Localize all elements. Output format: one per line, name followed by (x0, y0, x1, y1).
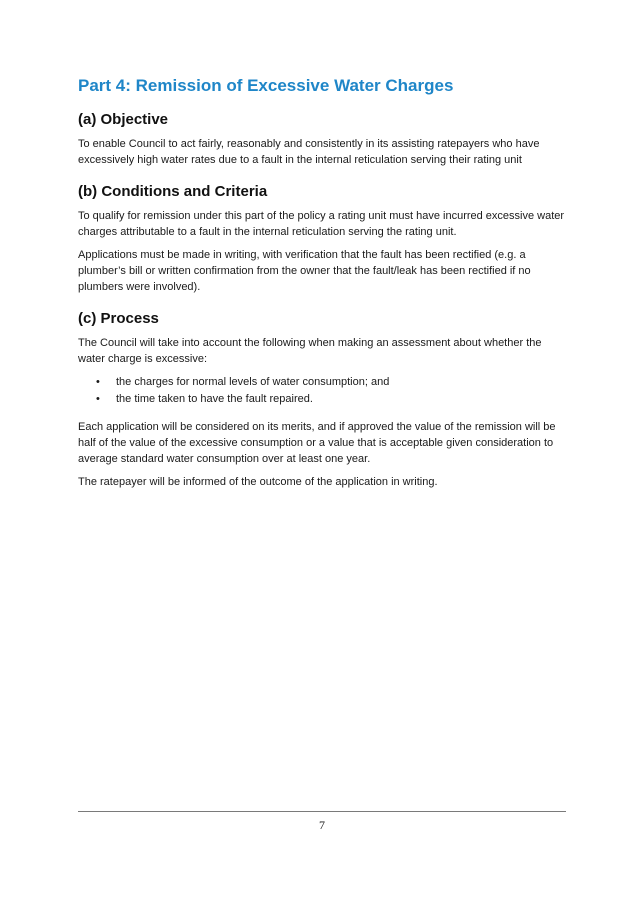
process-bullet-list (78, 374, 566, 407)
bullet-text: the charges for normal levels of water consumption; and (116, 376, 390, 388)
part-title: Part 4: Remission of Excessive Water Charges (78, 76, 454, 95)
document-page (78, 74, 566, 504)
conditions-paragraph-2: Applications must be made in writing, with verification that the fault has been rectified (e.g. a plumber’s bill or written confirmation from the owner that the fault/leak has been rectified if no plumbers were involved). (78, 249, 531, 293)
bullet-icon: • (96, 376, 100, 388)
process-paragraph-1: Each application will be considered on its merits, and if approved the value of the remission will be half of the value of the excessive consumption or a value that is acceptable given consideration to average standard water consumption over at least one year. (78, 421, 556, 465)
section-heading-process: (c) Process (78, 310, 159, 327)
section-objective (78, 110, 566, 168)
bullet-text: the time taken to have the fault repaired. (116, 393, 313, 405)
objective-paragraph: To enable Council to act fairly, reasonably and consistently in its assisting ratepayers who have excessively high water rates due to a fault in the internal reticulation serving their rating unit (78, 138, 540, 166)
process-intro: The Council will take into account the following when making an assessment about whether the water charge is excessive: (78, 337, 542, 365)
process-paragraph-2: The ratepayer will be informed of the outcome of the application in writing. (78, 476, 438, 488)
section-heading-conditions: (b) Conditions and Criteria (78, 183, 268, 200)
conditions-paragraph-1: To qualify for remission under this part of the policy a rating unit must have incurred excessive water charges attributable to a fault in the internal reticulation serving the rating unit. (78, 210, 565, 238)
footer-divider (78, 811, 566, 812)
bullet-icon: • (96, 393, 100, 405)
section-heading-objective: (a) Objective (78, 111, 169, 128)
section-conditions (78, 182, 566, 295)
page-number: 7 (319, 818, 325, 832)
list-item (78, 391, 566, 407)
list-item (78, 374, 566, 390)
section-process (78, 309, 566, 490)
